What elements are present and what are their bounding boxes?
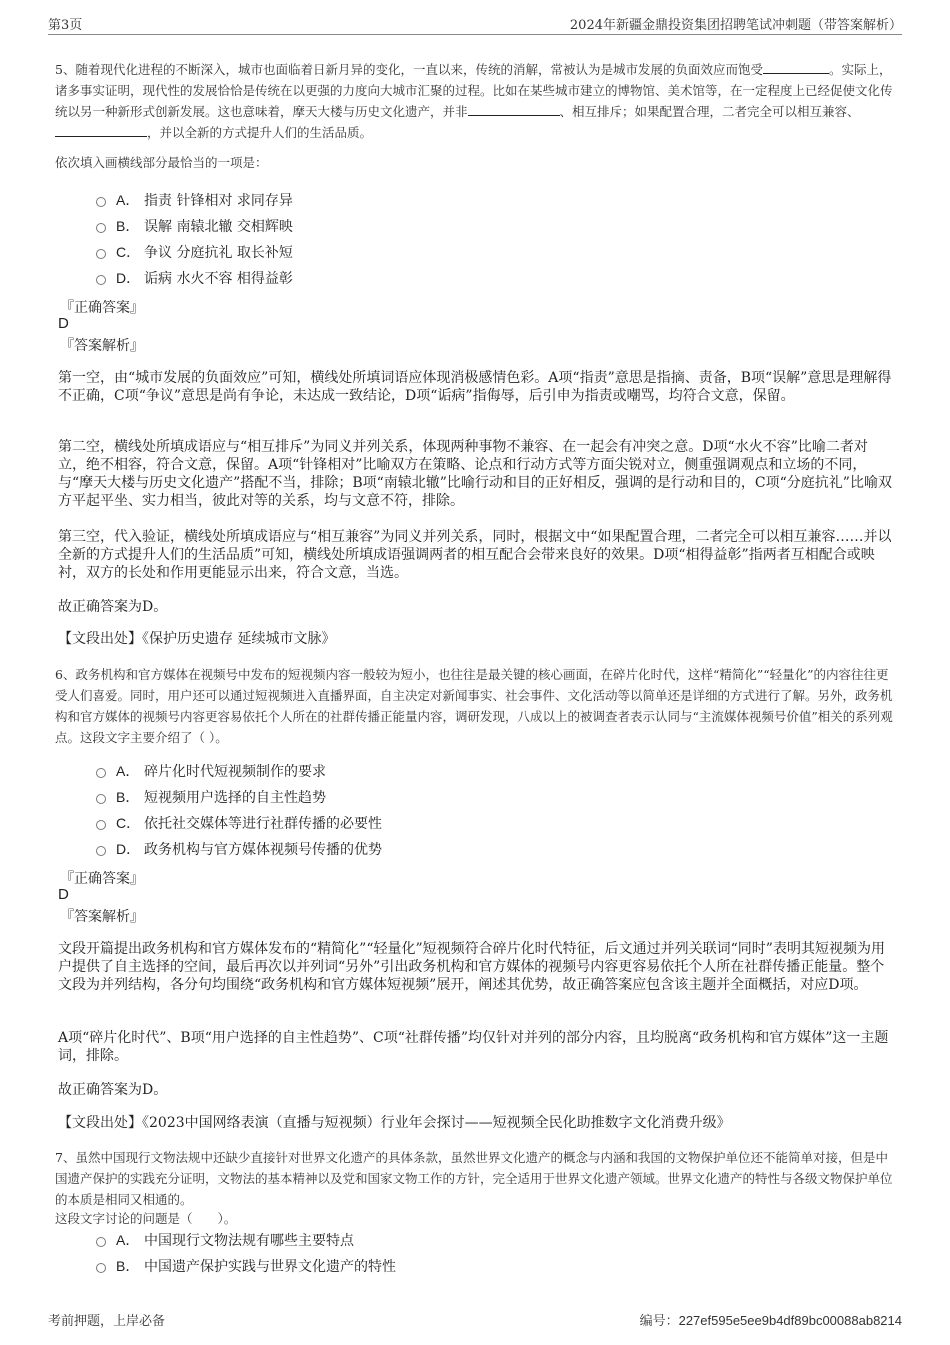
radio-icon[interactable] [96, 249, 106, 259]
analysis-label: 『答案解析』 [60, 909, 144, 925]
question-6-text: 6、政务机构和官方媒体在视频号中发布的短视频内容一般较为短小，也往往是最关键的核心画面，在碎片化时代，这样“精简化”“轻量化”的内容往往更受人们喜爱。同时，用户还可以通过短视频进入直播界面，自主决定对新闻事实、社会事件、文化活动等以简单还是详细的方式进行了解。另外，政务机构和官方媒体的视频号内容更容易依托个人所在的社群传播正能量内容，调研发现，八成以上的被调查者表示认同与“主流媒体视频号价值”相关的系列观点。这段文字主要介绍了（ ）。 [55, 667, 893, 745]
question-7-text: 7、虽然中国现行文物法规中还缺少直接针对世界文化遗产的具体条款，虽然世界文化遗产的概念与内涵和我国的文物保护单位还不能简单对接，但是中国遗产保护的实践充分证明，文物法的基本精神以及党和国家文物工作的方针，完全适用于世界文化遗产领域。世界文化遗产的特性与各级文物保护单位的本质是相同又相通的。 [55, 1150, 893, 1207]
radio-icon[interactable] [96, 846, 106, 856]
code-label: 编号： [639, 1314, 679, 1329]
radio-icon[interactable] [96, 275, 106, 285]
analysis-paragraph: A项“碎片化时代”、B项“用户选择的自主性趋势”、C项“社群传播”均仅针对并列的部分内容，且均脱离“政务机构和官方媒体”这一主题词，排除。 [58, 1030, 889, 1064]
radio-icon[interactable] [96, 1237, 106, 1247]
question-5-prompt: 依次填入画横线部分最恰当的一项是： [55, 155, 268, 170]
analysis-conclusion: 故正确答案为D。 [58, 1082, 168, 1098]
radio-icon[interactable] [96, 1263, 106, 1273]
analysis-paragraph: 第三空，代入验证，横线处所填成语应与“相互兼容”为同义并列关系，同时，根据文中“如果配置合理，二者完全可以相互兼容……并以全新的方式提升人们的生活品质”可知，横线处所填成语强调两者的相互配合会带来良好的效果。D项“相得益彰”指两者互相配合或映衬，双方的长处和作用更能显示出来，符合文意，当选。 [58, 529, 892, 581]
radio-icon[interactable] [96, 223, 106, 233]
footer-slogan: 考前押题，上岸必备 [48, 1314, 166, 1329]
document-title: 2024年新疆金鼎投资集团招聘笔试冲刺题（带答案解析） [569, 18, 902, 33]
option-b[interactable]: B． 中国遗产保护实践与世界文化遗产的特性 [96, 1253, 856, 1279]
option-c[interactable]: C． 争议 分庭抗礼 取长补短 [96, 239, 856, 265]
option-b[interactable]: B． 短视频用户选择的自主性趋势 [96, 784, 856, 810]
q5-part2: 。实际上，诸多事实证明，现代性的发展恰恰是传统在以更强的力度向大城市汇聚的过程。比如在某些城市建立的博物馆、美术馆等，在一定程度上已经促使文化传统以另一种新形式创新发展。这也意味着，摩天大楼与历史文化遗产，并非 [55, 62, 893, 119]
radio-icon[interactable] [96, 768, 106, 778]
q5-part1: 5、随着现代化进程的不断深入，城市也面临着日新月异的变化，一直以来，传统的消解，常被认为是城市发展的负面效应而饱受 [55, 62, 763, 77]
source-citation: 【文段出处】《2023中国网络表演（直播与短视频）行业年会探讨——短视频全民化助推数字文化消费升级》 [58, 1115, 731, 1131]
option-d[interactable]: D． 诟病 水火不容 相得益彰 [96, 265, 856, 291]
radio-icon[interactable] [96, 820, 106, 830]
option-a[interactable]: A． 指责 针锋相对 求同存异 [96, 187, 856, 213]
radio-icon[interactable] [96, 197, 106, 207]
question-7-options [96, 1227, 856, 1279]
analysis-label: 『答案解析』 [60, 338, 144, 354]
blank-3 [55, 122, 147, 137]
document-code [640, 1310, 902, 1329]
answer-value: D [58, 315, 69, 332]
question-6-options [96, 758, 856, 862]
analysis-conclusion: 故正确答案为D。 [58, 599, 168, 615]
question-5-text [55, 59, 895, 143]
option-c[interactable]: C． 依托社交媒体等进行社群传播的必要性 [96, 810, 856, 836]
answer-label: 『正确答案』 [60, 300, 144, 316]
question-5-options [96, 187, 856, 291]
analysis-paragraph: 第二空，横线处所填成语应与“相互排斥”为同义并列关系，体现两种事物不兼容、在一起会有冲突之意。D项“水火不容”比喻二者对立，绝不相容，符合文意，保留。A项“针锋相对”比喻双方在策略、论点和行动方式等方面尖锐对立，侧重强调观点和立场的不同，与“摩天大楼与历史文化遗产”搭配不当，排除；B项“南辕北辙”比喻行动和目的正好相反，强调的是行动和目的，C项“分庭抗礼”比喻双方平起平坐、实力相当，彼此对等的关系，均与文意不符，排除。 [58, 439, 892, 509]
source-citation: 【文段出处】《保护历史遗存 延续城市文脉》 [58, 631, 336, 647]
page-header [48, 12, 902, 35]
answer-label: 『正确答案』 [60, 871, 144, 887]
q5-part3: 、相互排斥；如果配置合理，二者完全可以相互兼容、 [559, 104, 860, 119]
blank-2 [468, 101, 560, 116]
analysis-paragraph: 第一空，由“城市发展的负面效应”可知，横线处所填词语应体现消极感情色彩。A项“指责”意思是指摘、责备，B项“误解”意思是理解得不正确，C项“争议”意思是尚有争论，未达成一致结论，D项“诟病”指侮辱，后引申为指责或嘲骂，均符合文意，保留。 [58, 370, 892, 404]
radio-icon[interactable] [96, 794, 106, 804]
q5-part4: ，并以全新的方式提升人们的生活品质。 [147, 125, 373, 140]
option-d[interactable]: D． 政务机构与官方媒体视频号传播的优势 [96, 836, 856, 862]
question-7-prompt: 这段文字讨论的问题是（ ）。 [55, 1211, 237, 1226]
answer-value: D [58, 886, 69, 903]
blank-1 [763, 59, 829, 74]
option-a[interactable]: A． 中国现行文物法规有哪些主要特点 [96, 1227, 856, 1253]
option-b[interactable]: B． 误解 南辕北辙 交相辉映 [96, 213, 856, 239]
analysis-paragraph: 文段开篇提出政务机构和官方媒体发布的“精简化”“轻量化”短视频符合碎片化时代特征，后文通过并列关联词“同时”表明其短视频为用户提供了自主选择的空间，最后再次以并列词“另外”引出政务机构和官方媒体的视频号内容更容易依托个人所在社群传播正能量。整个文段为并列结构，各分句均围绕“政务机构和官方媒体短视频”展开，阐述其优势，故正确答案应包含该主题并全面概括，对应D项。 [58, 941, 885, 993]
page-number: 第3页 [48, 18, 83, 33]
code-value: 227ef595e5ee9b4df89bc00088ab8214 [678, 1313, 902, 1328]
option-a[interactable]: A． 碎片化时代短视频制作的要求 [96, 758, 856, 784]
